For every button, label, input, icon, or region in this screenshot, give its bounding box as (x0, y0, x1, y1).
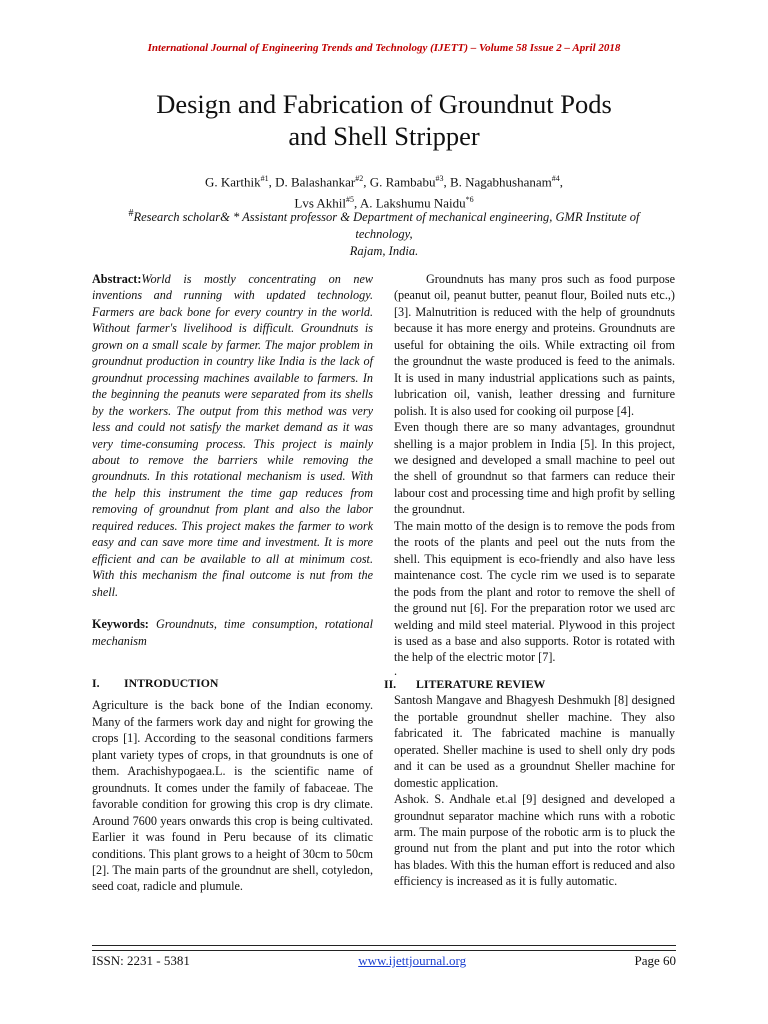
body-paragraph: Groundnuts has many pros such as food purpose (peanut oil, peanut butter, peanut flour, Boiled nuts etc.,) [3]. Malnutrition is reduced with the help of groundnuts because it has more energy and proteins. Groundnuts are useful for obtaining the oils. While extracting oil from the groundnut the waste produced is feed to the animals. It is used in many industrial applications such as paints, lubrication oil, vanish, leather dressing and furniture polish. It is also used for cooking oil purpose [4]. (394, 272, 675, 418)
body-paragraph: Santosh Mangave and Bhagyesh Deshmukh [8] designed the portable groundnut sheller machine. They also fabricated it. The fabricated machine is manually operated. Sheller machine is used to shell only dry pods and it can be used as a groundnut Sheller machine for domestic application. (394, 693, 675, 790)
author-name: B. Nagabhushanam (449, 174, 552, 190)
author-name: Lvs Akhil (294, 195, 347, 211)
keywords-text: Groundnuts, time consumption, rotational mechanism (92, 617, 374, 648)
author-affil-mark: #5 (346, 195, 355, 205)
author-affil-mark: *6 (465, 195, 474, 205)
body-paragraph: Ashok. S. Andhale et.al [9] designed and developed a groundnut separator machine which runs with a robotic arm. The main purpose of the robotic arm is to pluck the ground nut from the plant and put into the rotor which has blades. With this the human effort is reduced and also efficiency is increased as it is fully automatic. (394, 792, 675, 889)
intro-heading (92, 675, 373, 691)
abstract-text: World is mostly concentrating on new inventions and running with updated technology. Farmers are back bone for every country in the world. Without farmer's livelihood is difficult. Groundnuts is grown on a small scale by farmer. The major problem in groundnut production in country like India is the lack of groundnut processing machines available to farmers. In the beginning the peanuts were separated from its shells by the workers. The output from this method was very less and could not satisfy the market demand as it was very time-consuming process. This project is mainly about to remove the barriers while removing the groundnuts. In this rotational mechanism is used. With the help this instrument the time gap reduces from removing of groundnut from plant and also the labor required reduces. This project makes the farmer to work easy and can save more time and investment. It is more efficient and can be available to all at minimum cost. With this mechanism the final outcome is nut from the shell. (92, 272, 373, 599)
author-affil-mark: #3 (435, 174, 444, 183)
authors-line-2: Lvs Akhil$^{\#5}$, A. Lakshumu Naidu$^{*6}$ (294, 195, 474, 211)
right-column (384, 271, 675, 890)
section-title: LITERATURE REVIEW (416, 676, 546, 691)
title-line-1: Design and Fabrication of Groundnut Pods (156, 89, 612, 119)
affiliation-line-1: #Research scholar& * Assistant professor & Department of mechanical engineering, GMR Institute of (128, 208, 640, 225)
author-name: D. Balashankar (275, 174, 356, 190)
affiliation-mark: # (128, 208, 134, 219)
authors-line-1: G. Karthik$^{\#1}$, D. Balashankar$^{\#2}$, G. Rambabu$^{\#3}$, B. Nagabhushanam$^{\#4}$, (204, 174, 564, 190)
page-footer (92, 953, 676, 969)
section-number: I. (92, 675, 100, 690)
author-affil-mark: #4 (551, 174, 560, 183)
affiliation-line-2: technology, (355, 227, 413, 242)
author-name: A. Lakshumu Naidu (359, 195, 466, 211)
author-affil-mark: #1 (260, 174, 269, 183)
page-number: Page 60 (634, 953, 676, 968)
title-line-2: and Shell Stripper (288, 121, 480, 151)
journal-header: International Journal of Engineering Trends and Technology (IJETT) – Volume 58 Issue 2 – April 2018 (147, 42, 621, 54)
keywords-label: Keywords: (92, 617, 149, 632)
section-title: INTRODUCTION (124, 675, 219, 690)
author-affil-mark: #2 (355, 174, 364, 183)
section-number: II. (384, 676, 397, 691)
author-name: G. Karthik (204, 174, 261, 190)
left-column (92, 271, 373, 895)
paper-title (80, 88, 688, 152)
abstract-label: Abstract: (92, 272, 142, 286)
issn: ISSN: 2231 - 5381 (92, 953, 190, 968)
affiliation-line-3: Rajam, India. (349, 244, 419, 259)
stray-dot: . (394, 663, 398, 678)
affiliation (90, 205, 678, 260)
keywords (92, 616, 373, 649)
abstract (92, 271, 373, 600)
intro-paragraph: Agriculture is the back bone of the Indian economy. Many of the farmers work day and night for growing the crops [1]. According to the seasonal conditions farmers plant variety types of crops, in that groundnuts is one of them. Arachishypogaea.L. is the scientific name of groundnuts. It comes under the family of fabaceae. The favorable condition for growing this crop is dry climate. Around 7600 years onwards this crop is being cultivated. Earlier it was found in Peru because of its climatic conditions. This plant grows to a height of 30cm to 50cm [2]. The main parts of the groundnut are shell, cotyledon, seed coat, radicle and plumule. (92, 698, 373, 894)
journal-link[interactable]: www.ijettjournal.org (358, 953, 467, 968)
body-paragraph: The main motto of the design is to remove the pods from the roots of the plants and peel out the nuts from the shell. This equipment is eco-friendly and also have less maintenance cost. The cycle rim we used is to separate the pods from the plant and rotor to remove the shell of the ground nut [6]. For the preparation rotor we used arc welding and mild steel material. Plywood in this project is used as a base and also supports. Rotor is rotated with the help of the electric motor [7]. (394, 518, 675, 665)
body-paragraph: Even though there are so many advantages, groundnut shelling is a major problem in India [5]. In this project, we designed and developed a small machine to peel out the shell of groundnut so that farmers can reduce their labour cost and processing time and high profit by selling the groundnut. (394, 420, 675, 517)
footer-rule (92, 945, 676, 951)
lit-review-heading (384, 676, 675, 692)
author-name: G. Rambabu (369, 174, 436, 190)
